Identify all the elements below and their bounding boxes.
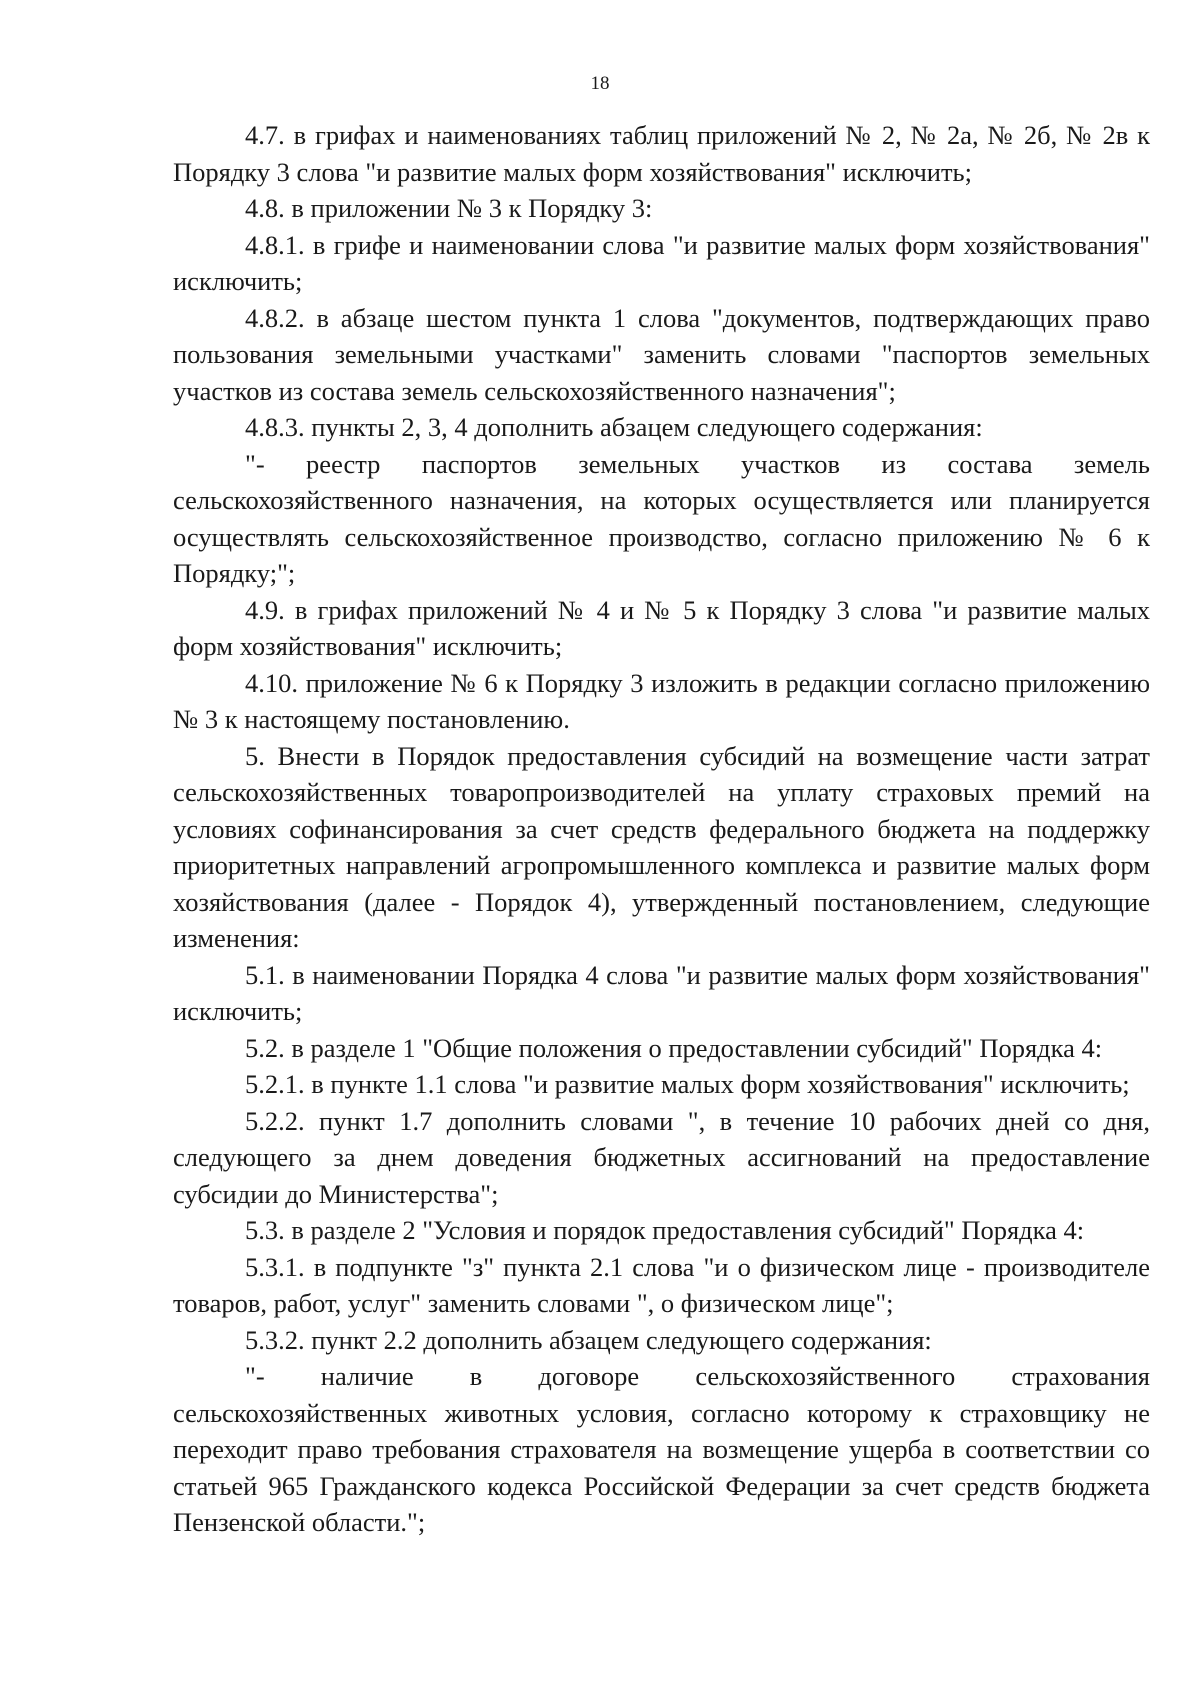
paragraph-5: 5. Внести в Порядок предоставления субсидий на возмещение части затрат сельскохозяйственных товаропроизводителей на уплату страховых премий на условиях софинансирования за счет средств федерального бюджета на поддержку приоритетных направлений агропромышленного комплекса и развитие малых форм хозяйствования (далее - Порядок 4), утвержденный постановлением, следующие изменения: bbox=[173, 740, 1150, 953]
page-number: 18 bbox=[590, 73, 610, 94]
paragraph-5-3: 5.3. в разделе 2 "Условия и порядок предоставления субсидий" Порядка 4: bbox=[245, 1215, 1085, 1245]
paragraph-4-9: 4.9. в грифах приложений № 4 и № 5 к Порядку 3 слова "и развитие малых форм хозяйствования" исключить; bbox=[173, 594, 1150, 661]
paragraph-4-8-1: 4.8.1. в грифе и наименовании слова "и развитие малых форм хозяйствования" исключить; bbox=[173, 229, 1150, 296]
paragraph-5-3-1: 5.3.1. в подпункте "з" пункта 2.1 слова "и о физическом лице - производителе товаров, работ, услуг" заменить словами ", о физическом лице"; bbox=[173, 1251, 1150, 1318]
paragraph-quote-insurance: "- наличие в договоре сельскохозяйственного страхования сельскохозяйственных животных условия, согласно которому к страховщику не переходит право требования страхователя на возмещение ущерба в соответствии со статьей 965 Гражданского кодекса Российской Федерации за счет средств бюджета Пензенской области."; bbox=[173, 1361, 1150, 1537]
paragraph-4-8-3: 4.8.3. пункты 2, 3, 4 дополнить абзацем следующего содержания: bbox=[245, 412, 983, 442]
document-body bbox=[173, 117, 1150, 1541]
paragraph-5-2-2: 5.2.2. пункт 1.7 дополнить словами ", в течение 10 рабочих дней со дня, следующего за днем доведения бюджетных ассигнований на предоставление субсидии до Министерства"; bbox=[173, 1105, 1150, 1209]
paragraph-5-1: 5.1. в наименовании Порядка 4 слова "и развитие малых форм хозяйствования" исключить; bbox=[173, 959, 1150, 1026]
paragraph-4-10: 4.10. приложение № 6 к Порядку 3 изложить в редакции согласно приложению № 3 к настоящему постановлению. bbox=[173, 667, 1150, 734]
paragraph-4-7: 4.7. в грифах и наименованиях таблиц приложений № 2, № 2а, № 2б, № 2в к Порядку 3 слова "и развитие малых форм хозяйствования" исключить; bbox=[173, 120, 1150, 187]
paragraph-5-3-2: 5.3.2. пункт 2.2 дополнить абзацем следующего содержания: bbox=[245, 1324, 932, 1355]
paragraph-quote-registry: "- реестр паспортов земельных участков из состава земель сельскохозяйственного назначения, на которых осуществляется или планируется осуществлять сельскохозяйственное производство, согласно приложению № 6 к Порядку;"; bbox=[173, 448, 1150, 588]
paragraph-4-8-2: 4.8.2. в абзаце шестом пункта 1 слова "документов, подтверждающих право пользования земельными участками" заменить словами "паспортов земельных участков из состава земель сельскохозяйственного назначения"; bbox=[173, 302, 1150, 406]
paragraph-4-8: 4.8. в приложении № 3 к Порядку 3: bbox=[245, 193, 653, 223]
paragraph-5-2: 5.2. в разделе 1 "Общие положения о предоставлении субсидий" Порядка 4: bbox=[245, 1032, 1103, 1063]
paragraph-5-2-1: 5.2.1. в пункте 1.1 слова "и развитие малых форм хозяйствования" исключить; bbox=[245, 1069, 1130, 1099]
